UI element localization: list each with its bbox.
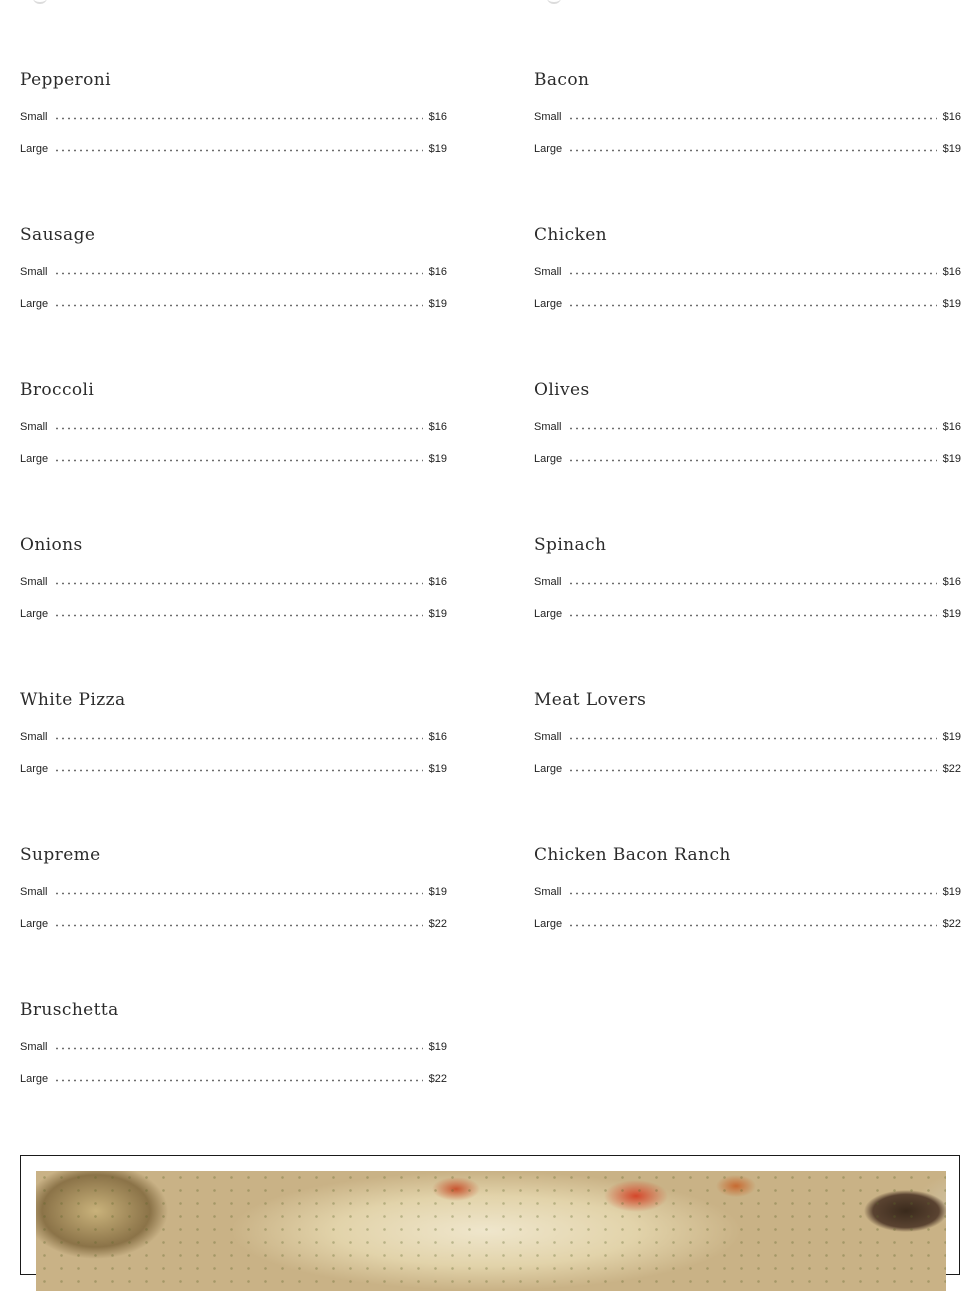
price: $19: [942, 453, 961, 465]
size-label: Small: [534, 111, 562, 123]
price-row: [534, 264, 961, 278]
size-label: Small: [534, 421, 562, 433]
price-row: [534, 606, 961, 620]
dot-leader: [568, 769, 937, 772]
dot-leader: [568, 272, 937, 275]
price-row: [20, 761, 447, 775]
menu-item-name: Sausage: [20, 225, 96, 245]
price: $19: [428, 298, 447, 310]
price: $16: [428, 576, 447, 588]
price-row: [20, 606, 447, 620]
price-row: [534, 729, 961, 743]
price: $22: [428, 918, 447, 930]
price-row: [20, 574, 447, 588]
dot-leader: [54, 272, 423, 275]
size-label: Large: [534, 608, 563, 620]
menu-item-name: White Pizza: [20, 690, 126, 710]
size-label: Small: [20, 886, 48, 898]
size-label: Large: [534, 143, 563, 155]
price-row: [20, 451, 447, 465]
dot-leader: [568, 304, 937, 307]
size-label: Large: [20, 608, 49, 620]
size-label: Large: [20, 143, 49, 155]
menu-item-name: Supreme: [20, 845, 101, 865]
size-label: Large: [534, 918, 563, 930]
price-row: [534, 884, 961, 898]
price: $16: [942, 111, 961, 123]
price-row: [20, 141, 447, 155]
price: $16: [428, 266, 447, 278]
price-row: [20, 109, 447, 123]
price-row: [534, 761, 961, 775]
size-label: Small: [20, 266, 48, 278]
dot-leader: [568, 614, 937, 617]
price: $16: [428, 111, 447, 123]
dot-leader: [568, 737, 937, 740]
price: $22: [942, 918, 961, 930]
price-row: [534, 109, 961, 123]
menu-item-name: Broccoli: [20, 380, 95, 400]
size-label: Large: [534, 763, 563, 775]
menu-item-name: Bacon: [534, 70, 590, 90]
menu-item-name: Onions: [20, 535, 83, 555]
menu-item-name: Bruschetta: [20, 1000, 119, 1020]
price-row: [534, 296, 961, 310]
dot-leader: [54, 924, 423, 927]
dot-leader: [54, 1079, 423, 1082]
dot-leader: [54, 1047, 423, 1050]
price-row: [534, 419, 961, 433]
price: $19: [428, 886, 447, 898]
dot-leader: [54, 737, 423, 740]
price: $22: [428, 1073, 447, 1085]
size-label: Small: [20, 731, 48, 743]
price-row: [534, 574, 961, 588]
size-label: Large: [534, 453, 563, 465]
price-row: [20, 884, 447, 898]
size-label: Small: [534, 731, 562, 743]
price-row: [534, 141, 961, 155]
dot-leader: [568, 149, 937, 152]
price: $19: [428, 608, 447, 620]
menu-item-name: Meat Lovers: [534, 690, 647, 710]
dot-leader: [568, 459, 937, 462]
size-label: Small: [534, 886, 562, 898]
price-row: [20, 729, 447, 743]
dot-leader: [54, 582, 423, 585]
price: $19: [942, 608, 961, 620]
size-label: Large: [20, 918, 49, 930]
price: $19: [942, 731, 961, 743]
dot-leader: [568, 924, 937, 927]
price-row: [534, 451, 961, 465]
menu-item-name: Pepperoni: [20, 70, 111, 90]
menu-item-name: Olives: [534, 380, 590, 400]
dot-leader: [54, 117, 423, 120]
dot-leader: [54, 892, 423, 895]
photo-frame: [20, 1155, 960, 1275]
size-label: Small: [534, 266, 562, 278]
price-row: [20, 419, 447, 433]
price: $19: [942, 143, 961, 155]
price: $19: [428, 143, 447, 155]
price: $19: [942, 886, 961, 898]
size-label: Large: [20, 763, 49, 775]
dot-leader: [568, 582, 937, 585]
size-label: Small: [20, 576, 48, 588]
price: $19: [428, 453, 447, 465]
menu-item-name: Spinach: [534, 535, 607, 555]
price: $16: [942, 421, 961, 433]
price: $16: [428, 421, 447, 433]
cut-off-item-fragment: [547, 0, 561, 4]
price: $22: [942, 763, 961, 775]
price-row: [20, 264, 447, 278]
dot-leader: [54, 459, 423, 462]
menu-item-name: Chicken Bacon Ranch: [534, 845, 731, 865]
price: $16: [428, 731, 447, 743]
size-label: Large: [534, 298, 563, 310]
dot-leader: [568, 892, 937, 895]
size-label: Large: [20, 453, 49, 465]
dot-leader: [54, 614, 423, 617]
price-row: [20, 296, 447, 310]
size-label: Large: [20, 1073, 49, 1085]
menu-item-name: Chicken: [534, 225, 608, 245]
price-row: [534, 916, 961, 930]
size-label: Small: [534, 576, 562, 588]
price-row: [20, 1071, 447, 1085]
dot-leader: [568, 427, 937, 430]
price: $19: [942, 298, 961, 310]
size-label: Small: [20, 421, 48, 433]
cut-off-item-fragment: [33, 0, 47, 4]
price: $19: [428, 1041, 447, 1053]
price-row: [20, 1039, 447, 1053]
dot-leader: [54, 769, 423, 772]
price-row: [20, 916, 447, 930]
dot-leader: [54, 149, 423, 152]
size-label: Small: [20, 1041, 48, 1053]
dot-leader: [54, 304, 423, 307]
dot-leader: [54, 427, 423, 430]
price: $19: [428, 763, 447, 775]
price: $16: [942, 266, 961, 278]
dot-leader: [568, 117, 937, 120]
size-label: Small: [20, 111, 48, 123]
pizza-photo: [36, 1171, 946, 1291]
size-label: Large: [20, 298, 49, 310]
price: $16: [942, 576, 961, 588]
